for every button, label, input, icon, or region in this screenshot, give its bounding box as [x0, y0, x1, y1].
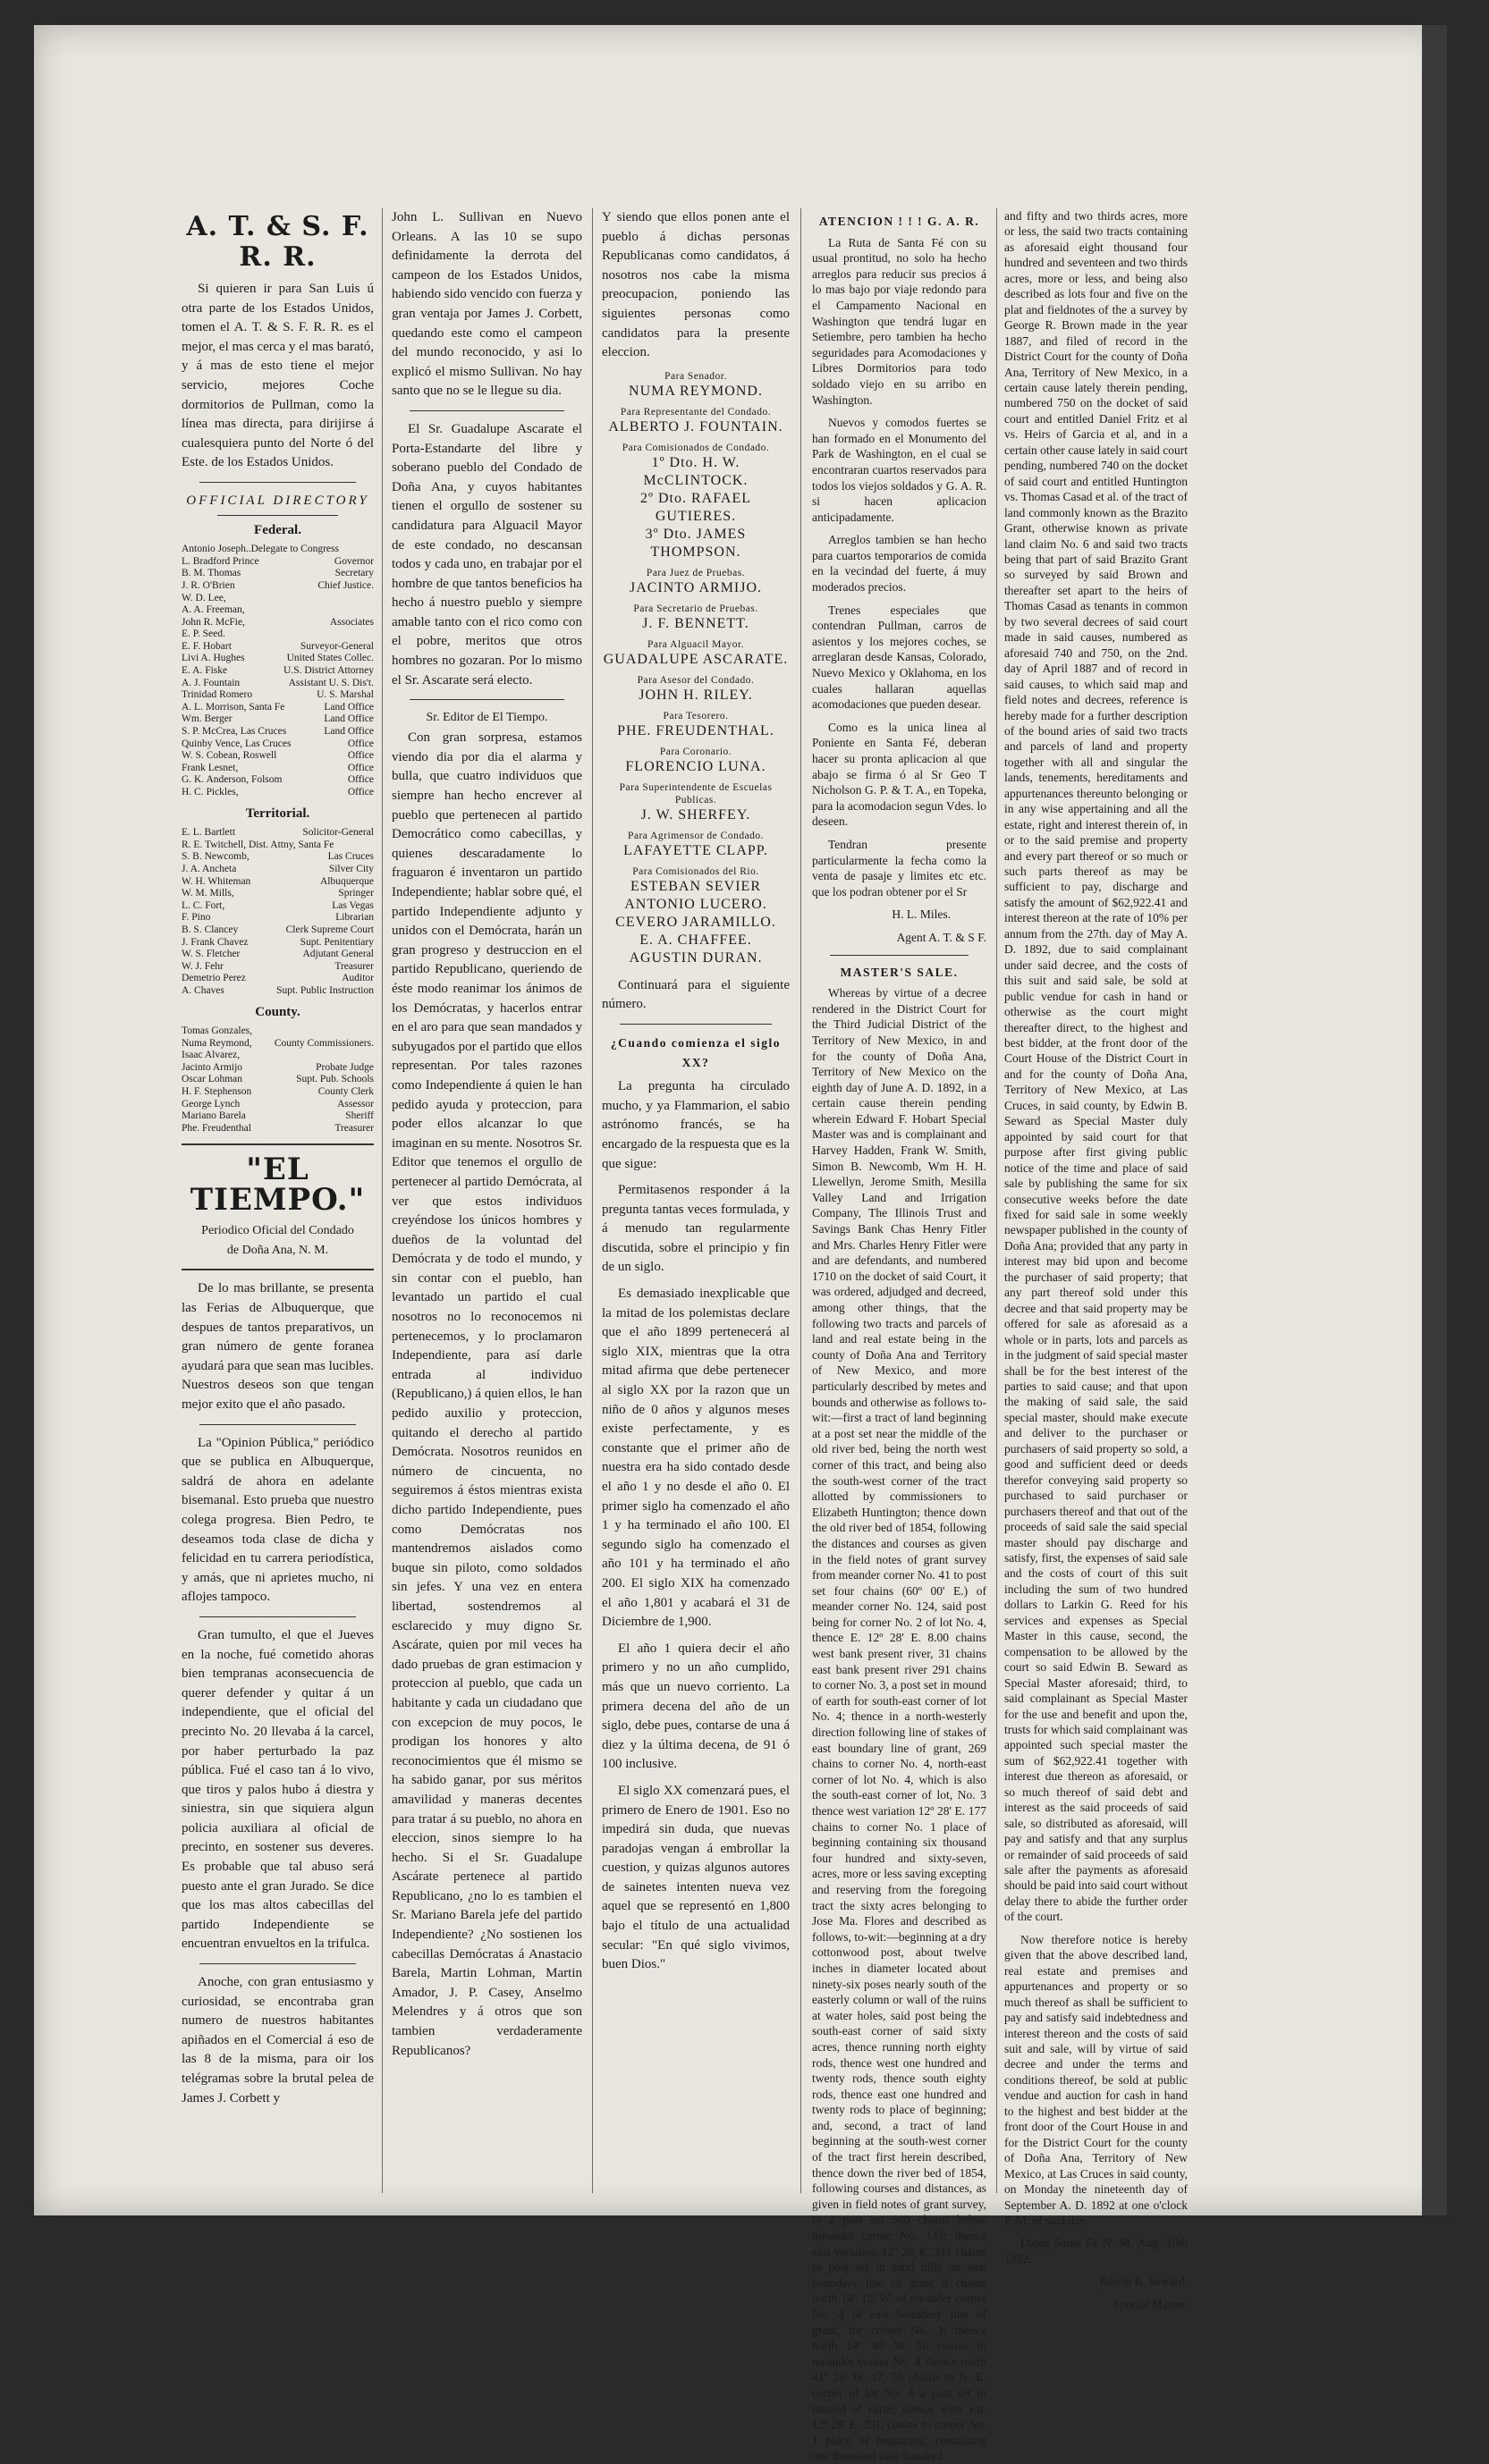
directory-office: Supt. Pub. Schools: [296, 1074, 374, 1085]
directory-name: E. F. Hobart: [182, 640, 232, 652]
directory-entry: [182, 593, 374, 605]
article-corbett-start: Anoche, con gran entusiasmo y curiosidad, se encontraba gran numero de nuestros habitantes apiñados en el Comercial á eso de las 8 de la misma, para oir los telégramas sobre la brutal pelea de James J. Corbett y: [182, 1975, 374, 2105]
candidate-office: Para Comisionados del Rio.: [632, 865, 759, 877]
divider: [199, 1616, 356, 1617]
candidate-office: Para Superintendente de Escuelas Publicas.: [619, 781, 773, 806]
directory-office: Adjutant General: [302, 949, 374, 960]
directory-name: E. L. Bartlett: [182, 827, 236, 839]
directory-name: S. B. Newcomb,: [182, 851, 250, 863]
directory-entry: [182, 689, 374, 702]
masthead-location: de Doña Ana, N. M.: [226, 1244, 329, 1258]
directory-office: United States Collec.: [286, 653, 374, 664]
directory-office: Associates: [329, 616, 374, 628]
directory-entry: [182, 961, 374, 974]
directory-entry: [182, 617, 374, 629]
century-p1: La pregunta ha circulado mucho, y ya Flammarion, el sabio astrónomo francés, se ha encargado de la respuesta que es la que sigue:: [602, 1079, 790, 1171]
directory-name: H. C. Pickles,: [182, 787, 239, 797]
masters-sale-dated: Dated Santa Fe N. M. Aug. 10th 1892.: [1004, 2236, 1188, 2266]
column-rule: [382, 208, 383, 2193]
directory-office: Office: [347, 787, 374, 797]
directory-entry: [182, 629, 374, 641]
directory-entry: [182, 568, 374, 580]
directory-entry: [182, 1038, 374, 1051]
column-rule: [592, 208, 593, 2193]
candidate-office: Para Asesor del Condado.: [637, 674, 755, 686]
candidate-name: J. F. BENNETT.: [642, 615, 749, 631]
directory-name: J. Frank Chavez: [182, 936, 249, 948]
territorial-heading: Territorial.: [245, 806, 310, 821]
directory-office: Supt. Penitentiary: [300, 936, 374, 948]
directory-name: W. M. Mills,: [182, 888, 234, 899]
directory-office: Land Office: [324, 701, 374, 713]
directory-entry: [182, 912, 374, 924]
directory-entry: [182, 713, 374, 726]
directory-name: W. S. Fletcher: [182, 949, 241, 960]
territorial-directory: [182, 827, 374, 997]
letter-continuation: Y siendo que ellos ponen ante el pueblo á dichas personas Republicanas como candidatos, á nosotros nos cabe la misma preocupacion, poniendo las siguientes personas como candidatos para la presente eleccion.: [602, 210, 790, 360]
atencion-p2: Nuevos y comodos fuertes se han formado en el Monumento del Park de Washington, en el cual se encontraran cuartos reservados para todos los viejos soldados y G. A. R. si hacen aplicacion anticipadamente.: [812, 416, 986, 524]
atencion-p5: Como es la unica linea al Poniente en Santa Fé, deberan hacer su pronta aplicacion al que abajo se firma ó al Sr Geo T Nicholson G. P. & T. A., en Topeka, para la acomodacion segun Vdes. lo deseen.: [812, 720, 986, 829]
candidate-office: Para Representante del Condado.: [620, 406, 772, 418]
divider: [182, 1143, 374, 1145]
directory-entry: [182, 888, 374, 900]
divider: [410, 410, 564, 411]
column-rule: [996, 208, 997, 2193]
divider: [620, 1024, 772, 1025]
divider: [199, 1963, 356, 1964]
century-p4: El año 1 quiera decir el año primero y no un año cumplido, más que un nuevo corriento. La primera decena del año de un siglo, debe pues, contarse de una á diez y la última decena, de 91 ó 100 inclusive.: [602, 1641, 790, 1772]
century-p3: Es demasiado inexplicable que la mitad de los polemistas declare que el año 1899 pertenecerá al siglo XIX, mientras que la otra mitad afirma que debe pertenecer al siglo XX por la razon que un niño de 0 años y algunos meses existe perfectamente, y es constante que el primer año de nuestra era ha sido contado desde el año 1 y no desde el año 0. El primer siglo ha comenzado el año 1 y ha terminado el año 100. El segundo siglo ha comenzado el año 101 y ha terminado el año 200. El siglo XIX ha comenzado el año 1,801 y acabará el 31 de Diciembre de 1,900.: [602, 1287, 790, 1630]
county-heading: County.: [255, 1004, 300, 1019]
directory-name: Quinby Vence, Las Cruces: [182, 738, 292, 749]
directory-entry: [182, 1086, 374, 1099]
candidate-name: JOHN H. RILEY.: [639, 687, 753, 703]
candidate-name: JACINTO ARMIJO.: [629, 579, 763, 595]
directory-entry: [182, 900, 374, 913]
directory-entry: [182, 750, 374, 763]
masters-sale-p2: and fifty and two thirds acres, more or less, the said two tracts containing as aforesaid eight thousand four hundred and seventeen and two thirds acres, more or less, and being also described as lots four and five on the plat and fieldnotes of the a survey by George R. Brown made in the year 1887, and filed of record in the District Court for the county of Doña Ana, Territory of New Mexico, in a certain cause lately therein pending, numbered 750 on the docket of said court and entitled Daniel Fritz et al vs. Heirs of Garcia et al, and in a certain other cause lately in said court pending, numbered 740 on the docket of said court and entitled Huntington vs. Thomas Casad et al. of the tract of land commonly known as the Brazito Grant, otherwise known as private land claim No. 6 and said two tracts being that part of said Brazito Grant so surveyed by said Brown and thereafter set apart to the heirs of Thomas Casad as tenants in common by two several decrees of said court made in said causes, numbered as aforesaid 740 and 750, on the 2nd. day of April 1887 and of record in said causes, to which said map and field notes and decrees, reference is hereby made for a further description of the bound aries of said two tracts and parcels of land and property together with all and singular the lands, tenements, hereditaments and appurtenances thereunto belonging or in any wise appertaining and all the estate, right and interest therein of, in or to the said premise and property and every part thereof or so much or such parts thereof as may be sufficient to pay, discharge and satisfy the amount of $62,922.41 and interest thereon at the rate of 10% per annum from the 27th. day of May A. D. 1892, due to said complainant under said decree, and the costs of this suit and said sale, be sold at public vendue for cash in hand or otherwise as the court might thereafter direct, to the highest and best bidder, at the front door of the Court House of the District Court in and for the county of Doña Ana, Territory of New Mexico, at Las Cruces, in said county, by Edwin B. Seward as Special Master duly appointed by said court for that purpose after first giving public notice of the time and place of said sale by publishing the same for six consecutive weeks before the date fixed for said sale in some weekly newspaper published in the county of Doña Ana; provided that any party in interest may bid upon and become the purchaser of said property; that any part thereof sold under this decree and that said property may be offered for sale as aforesaid as a whole or in parts, lots and parcels as in the judgment of said special master shall be for the best interest of the parties to said cause; and that upon the making of said sale, the said special master, should make execute and deliver to the purchaser or purchasers of said property so sold, a good and sufficient deed or deeds therefor conveying said property so purchased to said purchaser or purchasers thereof and that out of the proceeds of said sale the said special master should pay discharge and satisfy, first, the expenses of said sale and the costs of court of this suit including the sum of two hundred dollars to Larkin G. Reed for his services and expenses as Special Master in this cause, second, the compensation to be allowed by the court so said Edwin B. Seward as Special Master aforesaid; third, to said complainant as Special Master for the use and benefit and upon the, trusts for which said complainant was appointed such special master the sum of $62,922.41 together with interest due thereon as aforesaid, or so much thereof of said debt and interest as the said proceeds of said sale, so distributed as aforesaid, will pay and satisfy and that any surplus or remainder of said proceeds of said sale after the payments as aforesaid should be paid into said court without delay there to abide the further order of the court.: [1004, 209, 1188, 1924]
atencion-p4: Trenes especiales que contendran Pullman, carros de asientos y los mejores coches, se arreglaran desde Kansas, Colorado, Nuevo Mexico y Oklahoma, en los cuales hallaran aquellas acomodaciones que pueden desear.: [812, 603, 986, 712]
directory-name: A. Chaves: [182, 984, 224, 996]
directory-office: Land Office: [324, 713, 374, 725]
directory-name: L. Bradford Prince: [182, 555, 259, 567]
directory-name: J. R. O'Brien: [182, 579, 235, 591]
directory-entry: [182, 726, 374, 738]
directory-office: [370, 593, 374, 605]
directory-entry: [182, 827, 374, 840]
candidate-list: [602, 370, 790, 967]
century-p2: Permitasenos responder á la pregunta tantas veces formulada, y á menudo tan regularmente discutida, sobre el principio y fin de un siglo.: [602, 1183, 790, 1275]
directory-office: Las Vegas: [332, 899, 374, 911]
directory-name: Demetrio Perez: [182, 973, 246, 984]
divider: [217, 515, 338, 516]
masters-sale-heading: MASTER'S SALE.: [840, 965, 959, 979]
directory-office: Secretary: [334, 568, 374, 579]
candidate-name: ALBERTO J. FOUNTAIN.: [608, 418, 783, 435]
railroad-ad-text: Si quieren ir para San Luis ú otra parte de los Estados Unidos, tomen el A. T. & S. F. R. R. es el mejor, el mas cerca y el mas barató, y á mas de esto tiene el mejor servicio, mejores Coche dormitorios de Pullman, como la línea mas directa, para dirijirse á cualesquiera punto del Norte ó del Este. de los Estados Unidos.: [182, 282, 374, 470]
agent-name: H. L. Miles.: [892, 907, 951, 922]
directory-office: Solicitor-General: [302, 827, 374, 839]
divider: [830, 955, 969, 956]
masters-sale-p3: Now therefore notice is hereby given that the above described land, real estate and premises and appurtenances and property or so much thereof as shall be sufficient to pay and satisfy said indebtedness and interest thereon and the costs of said suit and sale, will by virtue of said decree and under the terms and conditions thereof, be sold at public vendue and auction for cash in hand to the highest and best bidder at the front door of the Court House in and for the District Court for the county of Doña Ana, Territory of New Mexico, at Las Cruces in said county, on Monday the nineteenth day of September A. D. 1892 at one o'clock P. M. of said day.: [1004, 1932, 1188, 2227]
divider: [199, 482, 356, 483]
directory-entry: [182, 876, 374, 889]
directory-name: John R. McFie,: [182, 616, 245, 628]
directory-office: Treasurer: [334, 960, 374, 972]
directory-name: Frank Lesnet,: [182, 762, 239, 773]
directory-name: Antonio Joseph..Delegate to Congress: [182, 544, 339, 555]
directory-office: Office: [347, 750, 374, 762]
candidate-office: Para Secretario de Pruebas.: [633, 603, 758, 614]
directory-name: G. K. Anderson, Folsom: [182, 774, 283, 786]
directory-office: Surveyor-General: [300, 640, 374, 652]
directory-entry: [182, 937, 374, 949]
directory-entry: [182, 641, 374, 654]
page-content: [182, 208, 1371, 2463]
directory-title: OFFICIAL DIRECTORY: [186, 493, 369, 508]
directory-name: W. S. Cobean, Roswell: [182, 750, 277, 762]
directory-office: Probate Judge: [316, 1061, 374, 1073]
directory-name: A. A. Freeman,: [182, 604, 245, 616]
directory-name: A. J. Fountain: [182, 677, 241, 688]
letter-body: Con gran sorpresa, estamos viendo dia por dia el alarma y bulla, que cuatro individuos que siempre han hecho encrever al pueblo que pertenecen al partido Democrático como cabecillas, y quienes descaradamente lo fraguaron é inventaron un partido Independiente; hablar sobre qué, el partido Independiente adjunto y unidos con el Demócrata, harán un gran progreso y destruccion en el partido Republicano, queriendo de éste modo reanimar los ánimos de los Demócratas, y hacerlos entrar en el aro para que sean mandados y subyugados por el partido que ellos representan. Por tales razones como Independiente á quien le han pedido ayuda y proteccion, para poder ellos alcanzar lo que imaginan en su mente. Nosotros Sr. Editor que tenemos el orgullo de pertenecer al partido Demócrata, al ver que estos individuos creyéndose los únicos hombres y dueños de la voluntad del Demócrata y de todo el mundo, y sin contar con el pueblo, han levantado un partido el cual nosotros no lo reconocemos ni pertenecemos, y lo proclamaron Independiente, para así darle entrada al individuo (Republicano,) á quien ellos, le han pedido auxilio y proteccion, quitando el derecho al partido Demócrata. Nosotros reunidos en número de cincuenta, no seguiremos á éstos mientras exista dicho partido Independiente, pues como Demócratas nos mantendremos aislados como buque sin piloto, como soldados sin jefes. Y una vez en entera libertad, sostendremos al esclarecido y muy digno Sr. Ascárate, quien por mil veces ha dado pruebas de gran estimacion y proteccion al pueblo, que cada un habitante y cada un ciudadano que con excepcion de muy pocos, le prodigan los honores y alto reconocimientos que él mismo se ha sabido ganar, por sus méritos amavilidad y maneras decentes para tratar á su pueblo, no ahora en eleccion, sinos siempre lo ha hecho. Si el Sr. Guadalupe Ascárate pertenece al partido Republicano, ¿no lo es tambien el Sr. Mariano Barela jefe del partido Independiente? ¿No sostienen los cabecillas Demócratas á Anastacio Barela, Martin Lohman, Martin Amador, J. P. Casey, Anselmo Melendres y á otros que son tambien verdaderamente Republicanos?: [392, 730, 582, 2058]
atencion-p6: Tendran presente particularmente la fecha como la venta de pasaje y limites etc etc. que los podran obtener por el Sr: [812, 837, 986, 899]
directory-name: Numa Reymond,: [182, 1037, 252, 1049]
directory-entry: [182, 1099, 374, 1111]
federal-directory: [182, 544, 374, 798]
directory-name: F. Pino: [182, 912, 211, 924]
directory-name: Oscar Lohman: [182, 1074, 243, 1085]
directory-office: Clerk Supreme Court: [285, 924, 374, 935]
directory-name: Mariano Barela: [182, 1110, 246, 1122]
directory-entry: [182, 864, 374, 876]
scan-border: [1422, 25, 1447, 2215]
atencion-p1: La Ruta de Santa Fé con su usual prontitud, no solo ha hecho arreglos para reducir sus precios á lo mas bajo por viaje redondo para el Campamento Nacional en Washington que tendrá lugar en Setiembre, pero tambien ha hecho seguridades para Acomodaciones y Libres Dormitorios para todo soldado viejo en su arribo en Washington.: [812, 235, 986, 407]
master-title: Special Master.: [1113, 2297, 1188, 2311]
continued-note: Continuará para el siguiente número.: [602, 977, 790, 1012]
directory-office: [370, 1025, 374, 1038]
directory-name: B. S. Clancey: [182, 924, 239, 935]
atencion-heading: ATENCION ! ! ! G. A. R.: [818, 215, 980, 228]
directory-office: [370, 840, 374, 852]
federal-heading: Federal.: [254, 522, 301, 537]
candidate-name: NUMA REYMOND.: [629, 383, 763, 399]
article-tumulto: Gran tumulto, el que el Jueves en la noche, fué cometido ahoras bien tempranas aconsecuencia de querer defender y quitar á un independiente, que el oficial del precinto No. 20 llevaba á la carcel, por haber perturbado la paz pública. Fué el caso tan á lo vivo, que tiros y palos hubo á diestra y siniestra, sin que siquiera algun policia auxiliara al oficial de precinto, en sostener sus deveres. Es probable que tal abuso será puesto ante el gran Jurado. Se dice que los mas altos cabecillas del partido Independiente se encuentran envueltos en la trifulca.: [182, 1627, 374, 1952]
directory-entry: [182, 985, 374, 998]
candidate-office: Para Juez de Pruebas.: [646, 567, 746, 578]
directory-office: U. S. Marshal: [317, 689, 374, 701]
directory-office: Librarian: [335, 912, 374, 924]
directory-office: Land Office: [324, 726, 374, 738]
column-3: [602, 208, 790, 2193]
directory-name: S. P. McCrea, Las Cruces: [182, 726, 287, 738]
candidate-office: Para Senador.: [664, 370, 727, 382]
column-4: [812, 208, 986, 2463]
directory-office: Chief Justice.: [317, 579, 374, 591]
divider: [182, 1269, 374, 1270]
masthead: "EL TIEMPO.": [190, 1152, 366, 1219]
directory-entry: [182, 774, 374, 787]
directory-entry: [182, 1025, 374, 1038]
directory-office: Office: [347, 774, 374, 786]
letter-heading: Sr. Editor de El Tiempo.: [426, 711, 548, 725]
directory-name: H. F. Stephenson: [182, 1086, 252, 1098]
atencion-p3: Arreglos tambien se han hecho para cuartos temporarios de comida en la vecindad del fuerte, á muy moderados precios.: [812, 533, 986, 595]
directory-office: Sheriff: [345, 1110, 374, 1122]
candidate-name: FLORENCIO LUNA.: [625, 758, 766, 774]
directory-entry: [182, 973, 374, 985]
directory-entry: [182, 665, 374, 678]
directory-office: Office: [347, 762, 374, 773]
directory-office: [370, 1050, 374, 1062]
directory-entry: [182, 1110, 374, 1123]
directory-entry: [182, 949, 374, 961]
directory-office: Assistant U. S. Dis't.: [288, 677, 374, 688]
candidate-name: 1º Dto. H. W. McCLINTOCK. 2º Dto. RAFAEL GUTIERES. 3º Dto. JAMES THOMPSON.: [640, 454, 751, 560]
article-ascarate: El Sr. Guadalupe Ascarate el Porta-Estandarte del libre y soberano pueblo del Condado de Doña Ana, y cuyos habitantes tienen el orgullo de sostener su candidatura para Alguacil Mayor de este condado, no descansan todos y cada uno, en trabajar por el hombre de que tantos beneficios ha hecho á nuestro pueblo y siempre amable tanto con el rico como con el pobre, meritos que otros hombres no gozaran. Por lo mismo el Sr. Ascarate será electo.: [392, 421, 582, 688]
directory-office: County Commissioners.: [274, 1037, 374, 1049]
directory-entry: [182, 580, 374, 593]
candidate-office: Para Coronario.: [659, 746, 732, 757]
directory-office: [370, 544, 374, 556]
candidate-office: Para Alguacil Mayor.: [647, 638, 745, 650]
century-p5: El siglo XX comenzará pues, el primero de Enero de 1901. Eso no impedirá sin duda, que nuevas paradojas vengan á embrollar la cuestion, y quizas algunos autores de sainetes intenten nueva vez aquel que se representó en 1,800 bajo el título de una actualidad secular: "En qué siglo vivimos, buen Dios.": [602, 1783, 790, 1972]
directory-name: E. A. Fiske: [182, 665, 228, 677]
candidate-name: ESTEBAN SEVIER ANTONIO LUCERO. CEVERO JARAMILLO. E. A. CHAFFEE. AGUSTIN DURAN.: [615, 878, 776, 966]
directory-office: Treasurer: [334, 1122, 374, 1134]
directory-name: Jacinto Armijo: [182, 1061, 243, 1073]
directory-name: Phe. Freudenthal: [182, 1122, 251, 1134]
directory-name: Isaac Alvarez,: [182, 1050, 241, 1061]
candidate-name: LAFAYETTE CLAPP.: [623, 842, 768, 858]
directory-office: [370, 629, 374, 641]
directory-name: W. H. Whiteman: [182, 875, 251, 887]
directory-office: [370, 604, 374, 617]
directory-entry: [182, 1074, 374, 1086]
directory-name: R. E. Twitchell, Dist. Attny, Santa Fe: [182, 839, 334, 850]
directory-entry: [182, 787, 374, 799]
directory-office: Office: [347, 738, 374, 749]
directory-name: W. J. Fehr: [182, 960, 224, 972]
directory-name: Tomas Gonzales,: [182, 1025, 253, 1037]
candidate-office: Para Comisionados de Condado.: [622, 442, 770, 453]
directory-name: J. A. Ancheta: [182, 863, 237, 874]
directory-entry: [182, 738, 374, 751]
directory-name: L. C. Fort,: [182, 899, 225, 911]
county-directory: [182, 1025, 374, 1135]
article-corbett-end: John L. Sullivan en Nuevo Orleans. A las 10 se supo definidamente la derrota del campeon de los Estados Unidos, habiendo sido vencido con fuerza y gran ventaja por James J. Corbett, quedando este como el campeon del mundo reconocido, y asi lo explicó el mismo Sullivan. No hay santo que no se le llegue su dia.: [392, 210, 582, 399]
directory-office: Assessor: [337, 1098, 374, 1110]
directory-office: U.S. District Attorney: [283, 665, 374, 677]
directory-name: Trinidad Romero: [182, 689, 253, 701]
century-heading: ¿Cuando comienza el siglo XX?: [610, 1035, 782, 1069]
divider: [410, 699, 564, 700]
newspaper-page: [34, 25, 1447, 2463]
directory-office: Albuquerque: [319, 875, 374, 887]
directory-entry: [182, 678, 374, 690]
directory-entry: [182, 851, 374, 864]
directory-name: A. L. Morrison, Santa Fe: [182, 701, 285, 713]
directory-entry: [182, 544, 374, 556]
directory-name: E. P. Seed.: [182, 629, 225, 640]
directory-name: Livi A. Hughes: [182, 653, 245, 664]
column-1: [182, 208, 374, 2193]
directory-name: W. D. Lee,: [182, 592, 226, 603]
article-opinion-publica: La "Opinion Pública," periódico que se publica en Albuquerque, saldrá de ahora en adelante bisemanal. Esto prueba que nuestro colega progresa. Bien Pedro, te deseamos toda clase de dicha y felicidad en tu carrera periodística, y amás, que ni aprietes mucho, ni aflojes tampoco.: [182, 1435, 374, 1605]
column-rule: [800, 208, 801, 2193]
directory-entry: [182, 604, 374, 617]
masthead-subtitle: Periodico Oficial del Condado: [201, 1224, 354, 1238]
directory-entry: [182, 763, 374, 775]
directory-office: Auditor: [342, 973, 374, 984]
directory-entry: [182, 653, 374, 665]
column-2: [392, 208, 582, 2193]
directory-name: George Lynch: [182, 1098, 241, 1110]
directory-entry: [182, 1062, 374, 1075]
candidate-name: GUADALUPE ASCARATE.: [603, 651, 789, 667]
candidate-office: Para Agrimensor de Condado.: [627, 830, 765, 841]
article-ferias: De lo mas brillante, se presenta las Ferias de Albuquerque, que despues de tantos preparativos, un gran número de gente foranea ayudará para que sean mas lucibles. Nuestros deseos son que tengan mejor exito que el año pasado.: [182, 1281, 374, 1412]
candidate-name: J. W. SHERFEY.: [640, 806, 751, 823]
directory-entry: [182, 840, 374, 852]
masters-sale-p1: Whereas by virtue of a decree rendered in the District Court for the Third Judicial District of the Territory of New Mexico, in and for the county of Doña Ana, Territory of New Mexico on the eighth day of June A. D. 1892, in a certain cause therein pending wherein Edward F. Hobart Special Master was and is complainant and Harvey Hadden, Frank W. Smith, Simon B. Newcomb, Wm H. H. Llewellyn, Jerome Smith, Mesilla Valley Land and Irrigation Company, The Illinois Trust and Savings Bank Chas Henry Fitler and Mrs. Charles Henry Fitler were and are defendants, and numbered 1710 on the docket of said Court, it was ordered, adjudged and decreed, among other things, that the following two tracts and parcels of land and real estate being in the county of Doña Ana and Territory of New Mexico, and more particularly described by metes and bounds and otherwise as follows to-wit:—first a tract of land beginning at a post set near the middle of the old river bed, being the north west corner of this tract, and being also the south-west corner of the tract allotted by commissioners to Elizabeth Huntington; thence down the old river bed of 1854, following the distances and courses as given in the field notes of grant survey from meander corner No. 41 to post set four chains (60º 00' E.) of meander corner No. 124, said post being for corner No. 2 of lot No. 4, thence E. 12º 28' E. 8.00 chains west bank present river, 31 chains east bank present river 291 chains to corner No. 3, a post set in mound of earth for south-east corner of lot No. 4; thence in a north-westerly direction following line of stakes of east boundary line of grant, 269 chains to corner No. 4, north-east corner of lot No. 4, which is also the south-east corner of lot, No. 3 thence west variation 12º 28' E. 177 chains to corner No. 1 place of beginning containing six thousand four hundred and sixty-seven, acres, more or less saving excepting and reserving from the foregoing tract the sixty acres belonging to Jose Ma. Flores and described as follows, to-wit:—beginning at a dry cottonwood post, about twelve inches in diameter located about ninety-six poses nearly south of the easterly column or wall of the ruins at water holes, said post being the south-east corner of said sixty acres, thence running north eighty rods, thence west one hundred and twenty rods, thence south eighty rods, thence east one hundred and twenty rods to place of beginning; and, second, a tract of land beginning at the south-west corner of the tract first herein described, thence down the river bed of 1854, following courses and distances, as given in field notes of grant survey, to a post set 500 chains below meander corner No. 137; thence east variation 12º 28' E. 331 chains to post set in sand hills on east boundary line of grant 8 chains north 14º 15' W. of meander corner No. 4 of east boundary line of grant, for corner No. 3; thence north 14º 40' W. 56 chains to meander corner No. 4 thence north 41º 20' W. 17, 50 chains to N. E. corner of lot No. 4 a post set in mound of earth; thence west var. 12º 28' E. 291, chains to corner No. 1 place of beginning, containing one thousand nine hundred: [812, 986, 986, 2463]
directory-entry: [182, 924, 374, 937]
directory-office: Silver City: [328, 863, 374, 874]
directory-entry: [182, 1050, 374, 1062]
directory-office: Springer: [338, 888, 374, 899]
railroad-title: A. T. & S. F. R. R.: [186, 211, 369, 273]
directory-entry: [182, 556, 374, 569]
divider: [199, 1424, 356, 1425]
candidate-office: Para Tesorero.: [663, 710, 729, 721]
master-name: Edwin B. Seward.: [1099, 2274, 1188, 2289]
directory-office: Supt. Public Instruction: [276, 984, 374, 996]
column-5: [1004, 208, 1188, 2311]
directory-entry: [182, 1123, 374, 1135]
agent-title: Agent A. T. & S F.: [896, 930, 986, 944]
directory-name: B. M. Thomas: [182, 568, 241, 579]
directory-office: Governor: [334, 555, 374, 567]
directory-office: County Clerk: [317, 1086, 374, 1098]
directory-entry: [182, 702, 374, 714]
directory-office: Las Cruces: [327, 851, 374, 863]
directory-name: Wm. Berger: [182, 713, 233, 725]
candidate-name: PHE. FREUDENTHAL.: [617, 722, 774, 738]
